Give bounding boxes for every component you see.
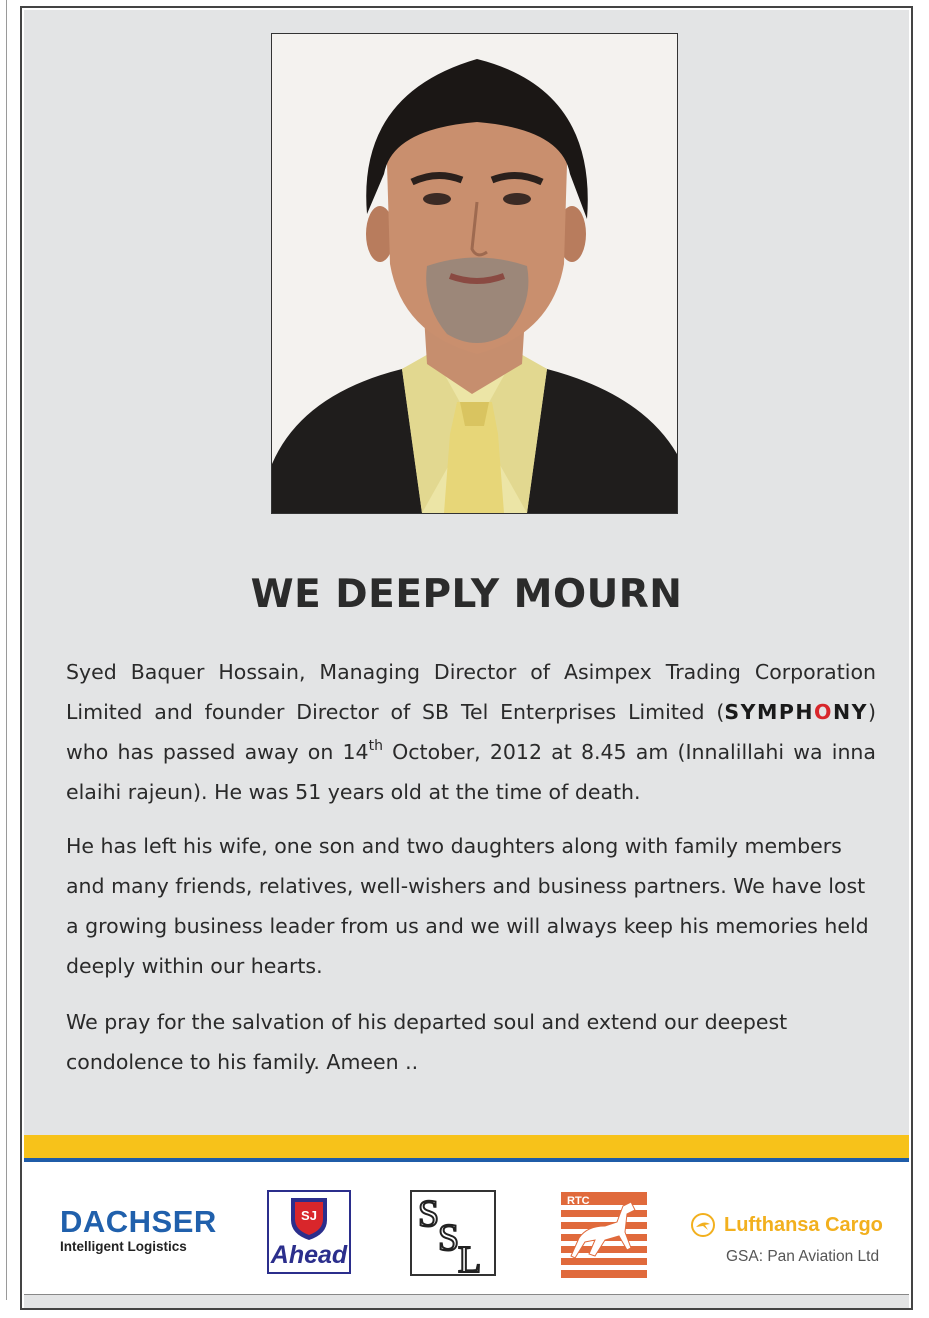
symphony-brand: SYMPHONY: [724, 700, 868, 724]
dachser-name: DACHSER: [60, 1204, 217, 1239]
blue-stripe: [24, 1158, 909, 1162]
announcement-text-c: October, 2012 at 8.45 am (Innalillahi wa inna elaihi rajeun). He was 51 years old at the time of death.: [66, 740, 876, 804]
ahead-shield-icon: [269, 1194, 349, 1246]
bottom-band: [24, 1295, 909, 1308]
ahead-badge-text: SJ: [301, 1208, 317, 1223]
yellow-stripe: [24, 1135, 909, 1158]
rtc-horse-icon: [561, 1192, 647, 1278]
gsa-line: GSA: Pan Aviation Ltd: [726, 1248, 880, 1265]
sponsor-logos: [24, 1168, 909, 1288]
page-edge-rule: [6, 0, 7, 1300]
obituary-ad: [20, 6, 913, 1310]
lufthansa-cargo-logo: [690, 1212, 900, 1266]
ssl-letter-2: S: [438, 1217, 460, 1259]
dachser-logo: [60, 1206, 220, 1256]
ssl-monogram-icon: [412, 1192, 494, 1274]
rtc-name: RTC: [567, 1195, 590, 1207]
ssl-logo: [410, 1190, 496, 1276]
dachser-tagline: Intelligent Logistics: [60, 1239, 187, 1254]
headline: WE DEEPLY MOURN: [250, 572, 683, 617]
portrait-photo: [271, 33, 678, 514]
content-panel: [24, 10, 909, 1138]
ordinal-suffix: th: [368, 738, 383, 754]
ahead-name: Ahead: [270, 1241, 348, 1269]
crane-icon: [690, 1212, 716, 1238]
rtc-logo: [561, 1192, 647, 1278]
paragraph-family: He has left his wife, one son and two daughters along with family members and many friends, relatives, well-wishers and business partners. We have lost a growing business leader from us and we will always keep his memories held deeply within our hearts.: [66, 834, 869, 978]
lufthansa-name: Lufthansa Cargo: [724, 1213, 883, 1236]
announcement-text-b: ) who has passed away on 14: [66, 700, 876, 764]
paragraph-prayer: We pray for the salvation of his departed soul and extend our deepest condolence to his family. Ameen ..: [66, 1010, 788, 1074]
paragraph-announcement: [66, 652, 876, 812]
ahead-logo: [267, 1190, 351, 1274]
ssl-letter-1: S: [418, 1193, 440, 1235]
ssl-letter-3: L: [458, 1239, 482, 1274]
announcement-text-a: Syed Baquer Hossain, Managing Director of Asimpex Trading Corporation Limited and founder Director of SB Tel Enterprises Limited (: [66, 660, 876, 724]
